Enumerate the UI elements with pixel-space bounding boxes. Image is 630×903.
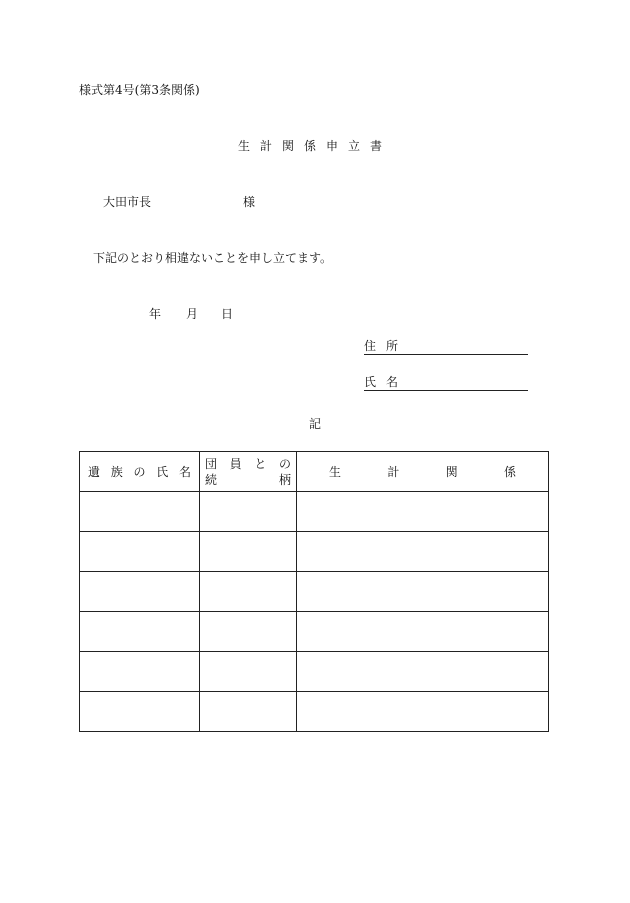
bereaved-name-cell[interactable] xyxy=(80,692,200,732)
header-livelihood-char: 計 xyxy=(387,465,400,479)
livelihood-cell[interactable] xyxy=(297,572,549,612)
table-row xyxy=(80,492,549,532)
relation-cell[interactable] xyxy=(200,532,297,572)
relation-cell[interactable] xyxy=(200,612,297,652)
relation-cell[interactable] xyxy=(200,652,297,692)
livelihood-cell[interactable] xyxy=(297,492,549,532)
address-label: 住所 xyxy=(364,339,409,353)
livelihood-cell[interactable] xyxy=(297,652,549,692)
note-marker: 記 xyxy=(309,417,322,431)
bereaved-name-cell[interactable] xyxy=(80,532,200,572)
bereaved-name-cell[interactable] xyxy=(80,652,200,692)
livelihood-cell[interactable] xyxy=(297,692,549,732)
address-field[interactable] xyxy=(364,338,528,355)
date-day-label: 日 xyxy=(221,307,234,321)
form-number: 様式第4号(第3条関係) xyxy=(79,83,200,97)
bereaved-name-cell[interactable] xyxy=(80,492,200,532)
table-row xyxy=(80,612,549,652)
header-livelihood-char: 係 xyxy=(503,465,516,479)
header-relation-char: 柄 xyxy=(278,472,291,487)
relation-cell[interactable] xyxy=(200,692,297,732)
header-relation-char: と xyxy=(254,456,267,471)
table-row xyxy=(80,652,549,692)
livelihood-table xyxy=(79,451,549,732)
addressee: 大田市長 xyxy=(103,195,152,209)
header-relation-char: 続 xyxy=(205,472,218,487)
table-row xyxy=(80,532,549,572)
header-livelihood-char: 関 xyxy=(445,465,458,479)
bereaved-name-cell[interactable] xyxy=(80,612,200,652)
header-bereaved-name-char: の xyxy=(133,465,146,479)
header-bereaved-name-char: 名 xyxy=(178,465,191,479)
table-header-row xyxy=(80,452,549,492)
header-bereaved-name-char: 族 xyxy=(110,465,123,479)
addressee-honorific: 様 xyxy=(243,195,256,209)
name-field[interactable] xyxy=(364,374,528,391)
document-title: 生計関係申立書 xyxy=(237,139,392,153)
name-label: 氏名 xyxy=(364,375,409,389)
header-relation-char: 員 xyxy=(229,456,242,471)
declaration-statement: 下記のとおり相違ないことを申し立てます。 xyxy=(93,251,333,265)
table-row xyxy=(80,572,549,612)
bereaved-name-cell[interactable] xyxy=(80,572,200,612)
header-bereaved-name-char: 遺 xyxy=(88,465,101,479)
table-row xyxy=(80,692,549,732)
date-month-label: 月 xyxy=(186,307,199,321)
header-relation xyxy=(200,452,297,492)
livelihood-cell[interactable] xyxy=(297,532,549,572)
header-livelihood xyxy=(297,452,549,492)
header-bereaved-name-char: 氏 xyxy=(156,465,169,479)
header-livelihood-char: 生 xyxy=(329,465,342,479)
relation-cell[interactable] xyxy=(200,492,297,532)
livelihood-cell[interactable] xyxy=(297,612,549,652)
relation-cell[interactable] xyxy=(200,572,297,612)
header-bereaved-name xyxy=(80,452,200,492)
header-relation-char: 団 xyxy=(205,456,218,471)
header-relation-char: の xyxy=(278,456,291,471)
date-year-label: 年 xyxy=(149,307,162,321)
